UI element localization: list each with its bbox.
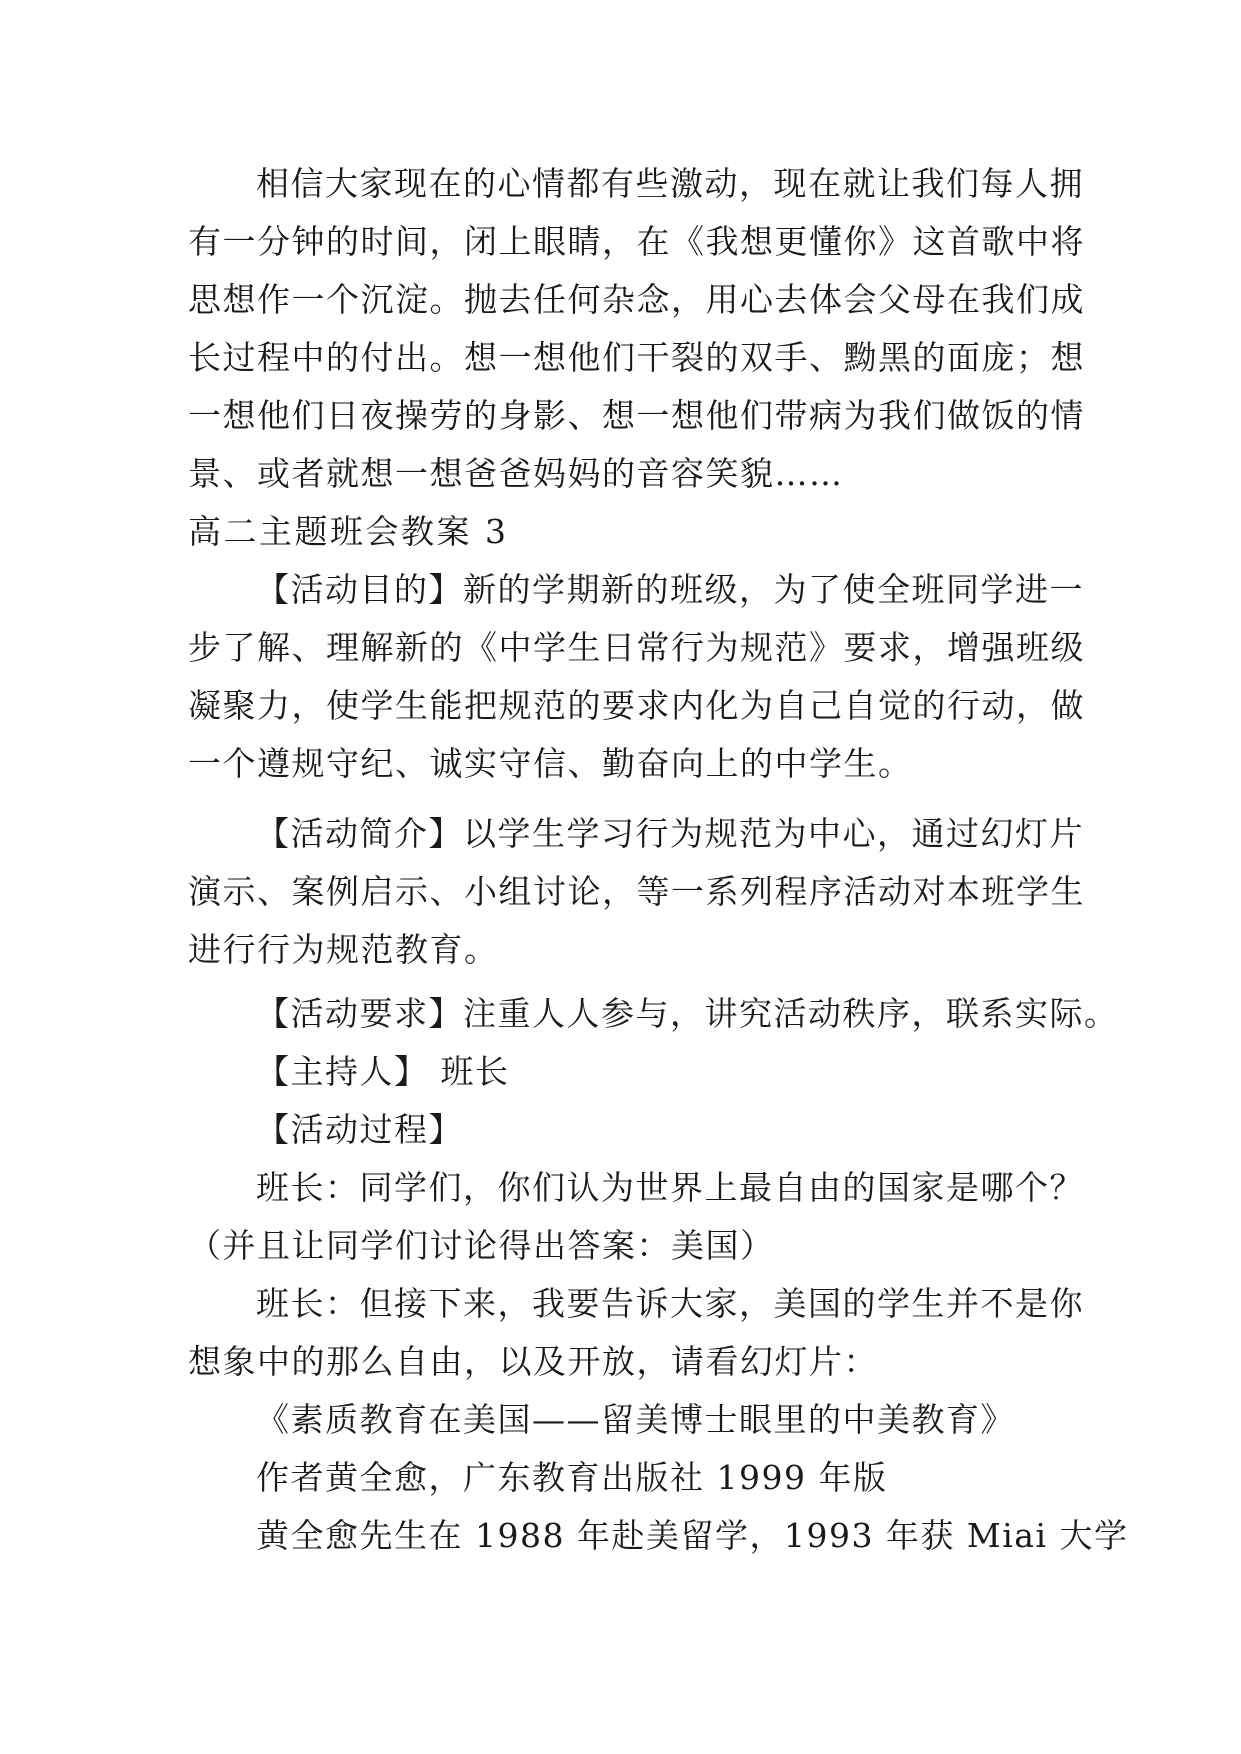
- text-line: 班长：但接下来，我要告诉大家，美国的学生并不是你: [256, 1284, 1084, 1323]
- text-line: 长过程中的付出。想一想他们干裂的双手、黝黑的面庞；想: [188, 338, 1085, 377]
- activity-requirement: 【活动要求】注重人人参与，讲究活动秩序，联系实际。: [256, 994, 1119, 1033]
- text-line: 一个遵规守纪、诚实守信、勤奋向上的中学生。: [188, 744, 913, 783]
- book-author: 作者黄全愈，广东教育出版社 1999 年版: [256, 1458, 888, 1497]
- intro-paragraph: [188, 155, 1085, 503]
- text-line: 景、或者就想一想爸爸妈妈的音容笑貌……: [188, 454, 844, 493]
- text-line: 演示、案例启示、小组讨论，等一系列程序活动对本班学生: [188, 872, 1085, 911]
- book-title: 《素质教育在美国——留美博士眼里的中美教育》: [256, 1400, 1015, 1439]
- text-line: 进行行为规范教育。: [188, 930, 499, 969]
- text-line: 凝聚力，使学生能把规范的要求内化为自己自觉的行动，做: [188, 686, 1085, 725]
- text-line: 思想作一个沉淀。抛去任何杂念，用心去体会父母在我们成: [188, 280, 1085, 319]
- host-line: 【主持人】 班长: [256, 1052, 510, 1091]
- activity-intro-paragraph: [188, 805, 1085, 979]
- document-body: [188, 155, 1129, 1565]
- section-heading: 高二主题班会教案 3: [188, 512, 509, 551]
- monitor-question-2: [188, 1275, 1084, 1391]
- text-line: 有一分钟的时间，闭上眼睛，在《我想更懂你》这首歌中将: [188, 222, 1085, 261]
- monitor-question-1: [188, 1159, 1084, 1275]
- text-line: 班长：同学们，你们认为世界上最自由的国家是哪个？: [256, 1168, 1084, 1207]
- text-line: （并且让同学们讨论得出答案：美国）: [188, 1226, 775, 1265]
- text-line: 【活动目的】新的学期新的班级，为了使全班同学进一: [256, 570, 1084, 609]
- text-line: 想象中的那么自由，以及开放，请看幻灯片：: [188, 1342, 878, 1381]
- text-line: 步了解、理解新的《中学生日常行为规范》要求，增强班级: [188, 628, 1085, 667]
- text-line: 【活动简介】以学生学习行为规范为中心，通过幻灯片: [256, 814, 1084, 853]
- text-line: 一想他们日夜操劳的身影、想一想他们带病为我们做饭的情: [188, 396, 1085, 435]
- activity-goal-paragraph: [188, 561, 1085, 793]
- author-bio: 黄全愈先生在 1988 年赴美留学，1993 年获 Miai 大学: [256, 1516, 1129, 1555]
- activity-process-heading: 【活动过程】: [256, 1110, 463, 1149]
- text-line: 相信大家现在的心情都有些激动，现在就让我们每人拥: [256, 164, 1084, 203]
